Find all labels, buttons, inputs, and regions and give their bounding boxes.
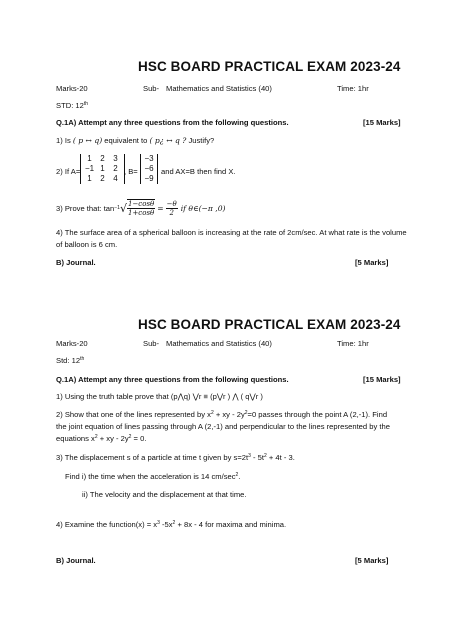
matrix-a-cell: 2: [113, 164, 118, 173]
matrix-a-cell: 1: [100, 164, 105, 173]
q3-text-b: - 5t: [250, 453, 264, 462]
radical-sign: √: [119, 201, 127, 215]
question-4: [56, 520, 286, 529]
exam-title: HSC BOARD PRACTICAL EXAM 2023-24: [138, 59, 401, 74]
q3-fraction-2: [166, 200, 178, 217]
question-3-part-i: [65, 472, 240, 481]
question-3: [56, 453, 295, 462]
q2-text-a: 2) If A=: [56, 167, 81, 176]
q2-sup: 2: [210, 410, 214, 416]
matrix-a-cell: 3: [113, 154, 118, 163]
q2-sup: 2: [128, 434, 132, 440]
std-label: [56, 356, 84, 365]
question-1: [56, 136, 214, 145]
q1-text-b: equivalent to: [104, 136, 148, 145]
subject-value: Mathematics and Statistics (40): [166, 339, 272, 348]
q3-sup-1: 3: [248, 453, 251, 459]
vector-b-cell: −9: [144, 174, 154, 183]
q3-text-a: 3) Prove that: tan: [56, 203, 115, 213]
vector-b-cell: −6: [144, 164, 154, 173]
q4-text-b: -5x: [159, 520, 173, 529]
q3-sup-2: 2: [264, 453, 267, 459]
journal-marks: [5 Marks]: [355, 258, 389, 267]
q4-text-a: 4) Examine the function(x) = x: [56, 520, 158, 529]
q3-numerator-1: 1−cosθ: [127, 200, 155, 208]
question-heading: Q.1A) Attempt any three questions from the following questions.: [56, 118, 289, 127]
question-3: 3) Prove that: tan −1 √ $\frac{1-\cos\theta}{1+\cos\theta}$ = $\frac{-\theta}{2}$ if θ∈(−π ,0): [56, 199, 226, 217]
journal-label: B) Journal.: [56, 556, 96, 565]
question-4-line-2: of balloon is 6 cm.: [56, 240, 118, 249]
std-sup: th: [83, 101, 89, 107]
subject-label: Sub-: [143, 339, 160, 348]
q2-text-c: =0 passes through the point A (2,-1). Find: [247, 410, 388, 419]
marks-label: Marks-20: [56, 339, 88, 348]
time-label: Time: 1hr: [337, 339, 369, 348]
matrix-a-cell: 2: [100, 154, 105, 163]
std-sup: th: [80, 356, 85, 362]
q3-denominator-2: 2: [169, 208, 174, 217]
std-label: [56, 101, 88, 110]
question-4-line-1: 4) The surface area of a spherical balloon is increasing at the rate of 2cm/sec. At what rate is the volume: [56, 228, 407, 237]
matrix-a-cell: 1: [87, 174, 92, 183]
q2-text-d: equations x: [56, 434, 95, 443]
std-text: Std: 12: [56, 356, 81, 365]
q2-text-c: and AX=B then find X.: [161, 167, 236, 176]
radical-body: [127, 199, 155, 217]
q1-expr-1: ( p ↔ q): [72, 136, 103, 145]
q4-text-c: + 8x - 4 for maxima and minima.: [175, 520, 287, 529]
q3-text-c: + 4t - 3.: [266, 453, 295, 462]
q3-fraction-1: [127, 200, 155, 217]
q1-text-a: 1) Is: [56, 136, 71, 145]
q3-equals: =: [157, 203, 164, 213]
q1-text-c: Justify?: [188, 136, 215, 145]
matrix-a-cell: −1: [84, 164, 95, 173]
question-marks: [15 Marks]: [363, 375, 401, 384]
subject-value: Mathematics and Statistics (40): [166, 84, 272, 93]
q2-sup: 2: [94, 434, 98, 440]
matrix-a-cell: 2: [100, 174, 105, 183]
journal-marks: [5 Marks]: [355, 556, 389, 565]
subject-label: Sub-: [143, 84, 160, 93]
q3-text-a: 3) The displacement s of a particle at time t given by s=2t: [56, 453, 249, 462]
q3-part-i-end: .: [238, 472, 241, 481]
q2-text-e: + xy - 2y: [97, 434, 129, 443]
journal-label: B) Journal.: [56, 258, 96, 267]
q3-numerator-2: −θ: [166, 199, 177, 208]
question-heading: Q.1A) Attempt any three questions from the following questions.: [56, 375, 289, 384]
question-2-line-3: [56, 434, 146, 443]
q2-sup: 2: [244, 410, 248, 416]
std-text: STD: 12: [56, 101, 84, 110]
question-2-line-1: [56, 410, 387, 419]
question-3-part-ii: ii) The velocity and the displacement at that time.: [82, 490, 247, 499]
q3-denominator-1: 1+cosθ: [127, 209, 155, 217]
question-2-line-2: the joint equation of lines passing through A (2,-1) and perpendicular to the lines represented by the: [56, 422, 390, 431]
exam-title: HSC BOARD PRACTICAL EXAM 2023-24: [138, 317, 401, 332]
matrix-a-cell: 1: [87, 154, 92, 163]
matrix-a-cell: 4: [113, 174, 118, 183]
question-marks: [15 Marks]: [363, 118, 401, 127]
q2-text-b: , B=: [124, 167, 138, 176]
question-1: 1) Using the truth table prove that (p⋀q) ⋁r ≡ (p⋁r ) ⋀ ( q⋁r ): [56, 392, 263, 401]
time-label: Time: 1hr: [337, 84, 369, 93]
q2-text-a: 2) Show that one of the lines represented by x: [56, 410, 211, 419]
marks-label: Marks-20: [56, 84, 88, 93]
matrix-a: [80, 154, 125, 184]
q3-part-i-sup: 2: [235, 472, 239, 478]
q1-expr-2: ( p¿ ↔ q ?: [149, 136, 187, 145]
q3-condition: if θ∈(−π ,0): [180, 203, 226, 213]
q4-sup-2: 2: [172, 520, 176, 526]
q4-sup-1: 3: [157, 520, 160, 526]
q2-text-b: + xy - 2y: [213, 410, 245, 419]
q2-text-f: = 0.: [131, 434, 147, 443]
q3-part-i-text: Find i) the time when the acceleration is 14 cm/sec: [65, 472, 236, 481]
vector-b-cell: −3: [144, 154, 154, 163]
vector-b: [140, 154, 158, 184]
